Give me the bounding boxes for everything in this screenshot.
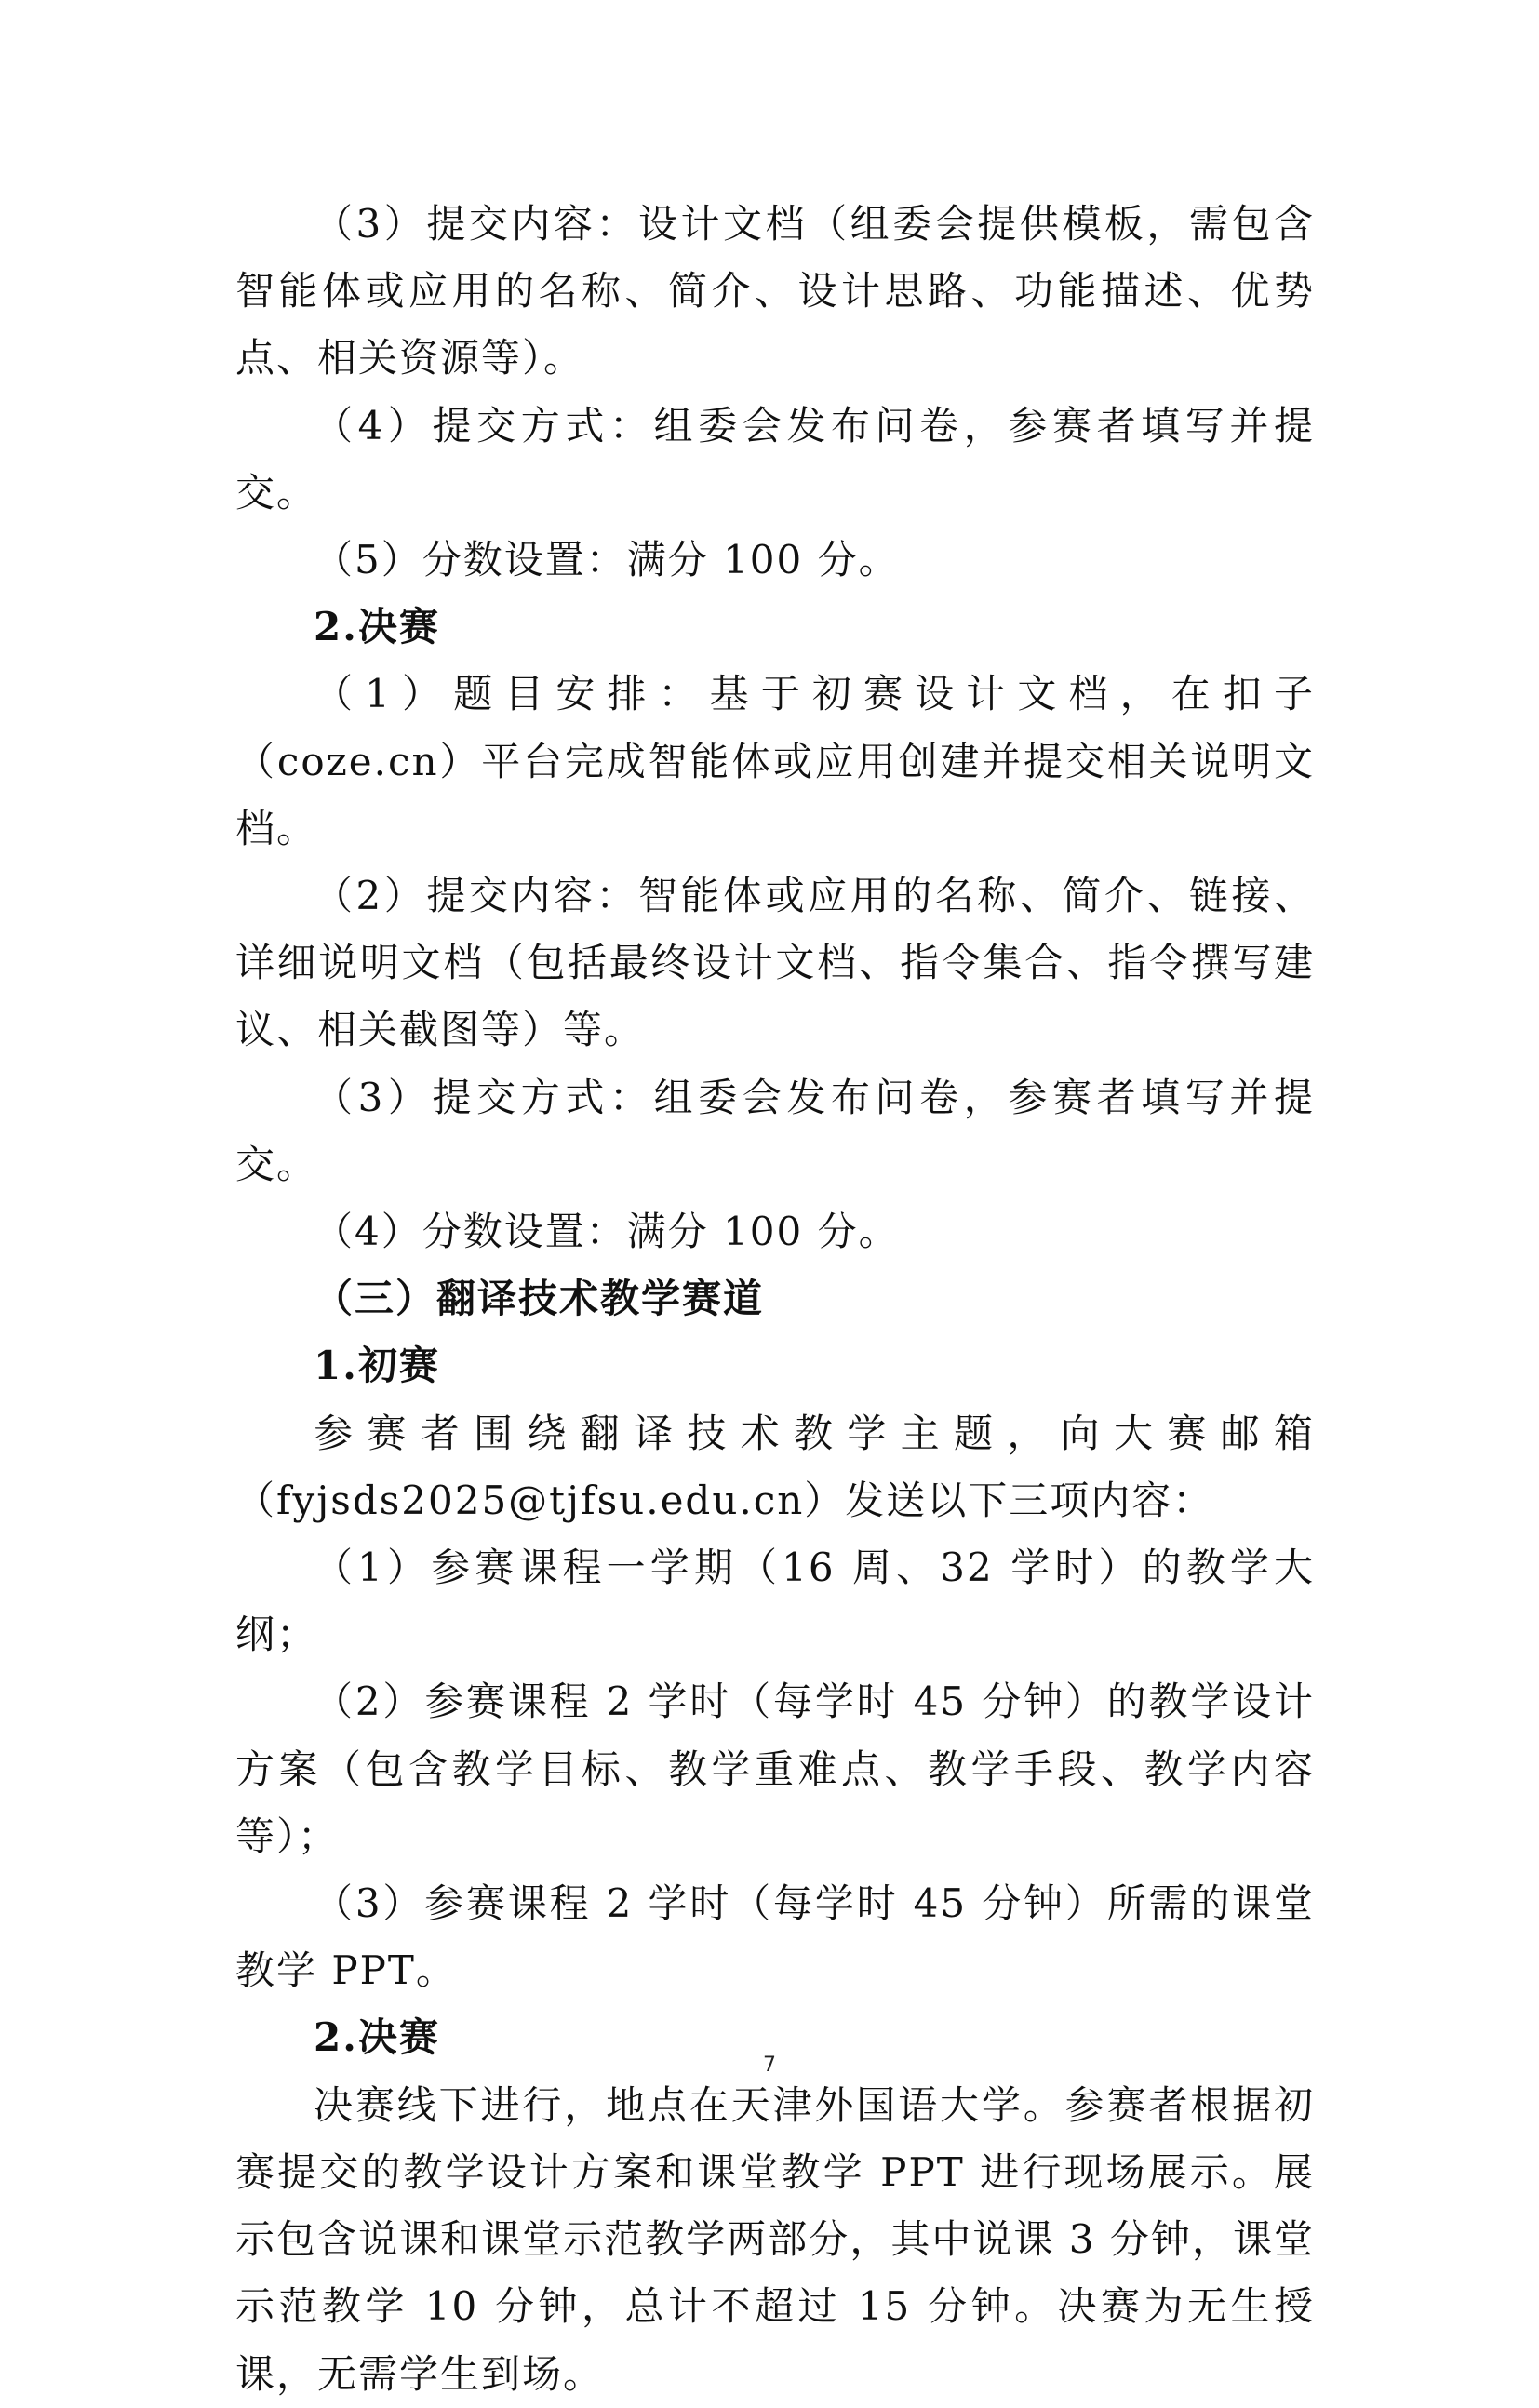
- paragraph-final-submission-method: （3）提交方式：组委会发布问卷，参赛者填写并提交。: [235, 1074, 1315, 1187]
- paragraph-syllabus: （1）参赛课程一学期（16 周、32 学时）的教学大纲；: [235, 1545, 1315, 1658]
- page-number: 7: [763, 2053, 776, 2077]
- paragraph-score-setting: （5）分数设置：满分 100 分。: [314, 537, 900, 583]
- paragraph-final-submission-content: （2）提交内容：智能体或应用的名称、简介、链接、详细说明文档（包括最终设计文档、指令集合、指令撰写建议、相关截图等）等。: [235, 873, 1315, 1053]
- paragraph-final-task: （1）题目安排：基于初赛设计文档，在扣子（coze.cn）平台完成智能体或应用创建并提交相关说明文档。: [235, 671, 1315, 851]
- paragraph-final-score-setting: （4）分数设置：满分 100 分。: [314, 1209, 900, 1255]
- paragraph-submission-content: （3）提交内容：设计文档（组委会提供模板，需包含智能体或应用的名称、简介、设计思路、功能描述、优势点、相关资源等）。: [235, 201, 1315, 381]
- paragraph-teaching-design: （2）参赛课程 2 学时（每学时 45 分钟）的教学设计方案（包含教学目标、教学重难点、教学手段、教学内容等）；: [235, 1679, 1315, 1859]
- paragraph-final-description: 决赛线下进行，地点在天津外国语大学。参赛者根据初赛提交的教学设计方案和课堂教学 PPT 进行现场展示。展示包含说课和课堂示范教学两部分，其中说课 3 分钟，课堂示范教学 10 分钟，总计不超过 15 分钟。决赛为无生授课，无需学生到场。: [235, 2081, 1315, 2397]
- heading-preliminary-round: 1.初赛: [314, 1343, 440, 1389]
- paragraph-preliminary-intro: 参赛者围绕翻译技术教学主题，向大赛邮箱（fyjsds2025@tjfsu.edu.cn）发送以下三项内容：: [235, 1410, 1315, 1523]
- paragraph-teaching-ppt: （3）参赛课程 2 学时（每学时 45 分钟）所需的课堂教学 PPT。: [235, 1880, 1315, 1994]
- paragraph-submission-method: （4）提交方式：组委会发布问卷，参赛者填写并提交。: [235, 402, 1315, 515]
- heading-final-round: 2.决赛: [314, 604, 440, 650]
- heading-translation-track: （三）翻译技术教学赛道: [314, 1276, 765, 1322]
- heading-final-round-translation: 2.决赛: [314, 2014, 440, 2061]
